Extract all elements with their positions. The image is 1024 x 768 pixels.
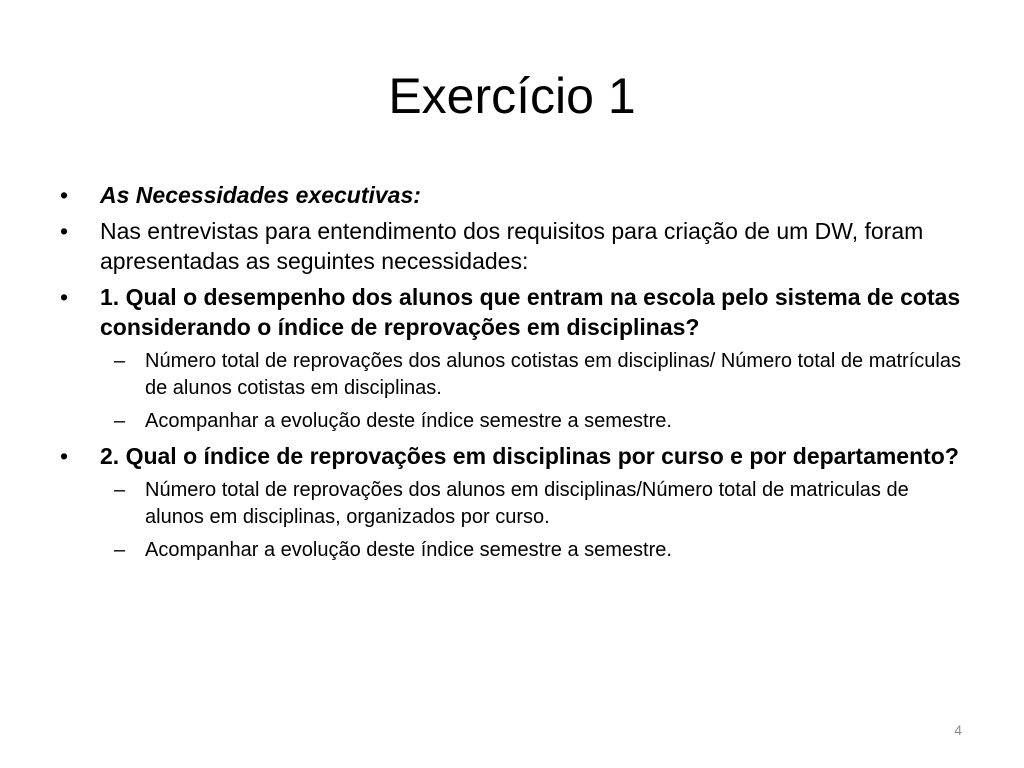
dash-icon: – (114, 479, 126, 501)
bullet-item-necessidades (60, 180, 965, 210)
bullet-item-question-2 (60, 441, 965, 564)
sub-list (100, 348, 965, 435)
bullet-icon: • (60, 218, 69, 244)
bullet-icon: • (60, 443, 69, 469)
dash-icon: – (114, 539, 126, 561)
sub-item (100, 537, 965, 564)
bullet-item-entrevistas (60, 216, 965, 276)
bullet-text: As Necessidades executivas: (100, 182, 421, 208)
sub-item (100, 348, 965, 402)
bullet-text: Nas entrevistas para entendimento dos requisitos para criação de um DW, foram apresentadas as seguintes necessidades: (100, 218, 924, 274)
bullet-icon: • (60, 182, 69, 208)
sub-item-text: Número total de reprovações dos alunos cotistas em disciplinas/ Número total de matrículas de alunos cotistas em disciplinas. (145, 350, 961, 399)
sub-item-text: Acompanhar a evolução deste índice semestre a semestre. (145, 539, 672, 561)
sub-item-text: Acompanhar a evolução deste índice semestre a semestre. (145, 410, 672, 432)
dash-icon: – (114, 410, 126, 432)
bullet-icon: • (60, 284, 69, 310)
sub-item (100, 408, 965, 435)
bullet-text: 2. Qual o índice de reprovações em disciplinas por curso e por departamento? (100, 443, 959, 469)
slide-title: Exercício 1 (388, 68, 636, 124)
page-number: 4 (954, 722, 962, 738)
bullet-list (60, 180, 965, 570)
sub-list (100, 477, 965, 564)
sub-item-text: Número total de reprovações dos alunos em disciplinas/Número total de matriculas de alunos em disciplinas, organizados por curso. (145, 479, 909, 528)
dash-icon: – (114, 350, 126, 372)
sub-item (100, 477, 965, 531)
bullet-item-question-1 (60, 282, 965, 435)
bullet-text: 1. Qual o desempenho dos alunos que entram na escola pelo sistema de cotas considerando o índice de reprovações em disciplinas? (100, 284, 961, 340)
